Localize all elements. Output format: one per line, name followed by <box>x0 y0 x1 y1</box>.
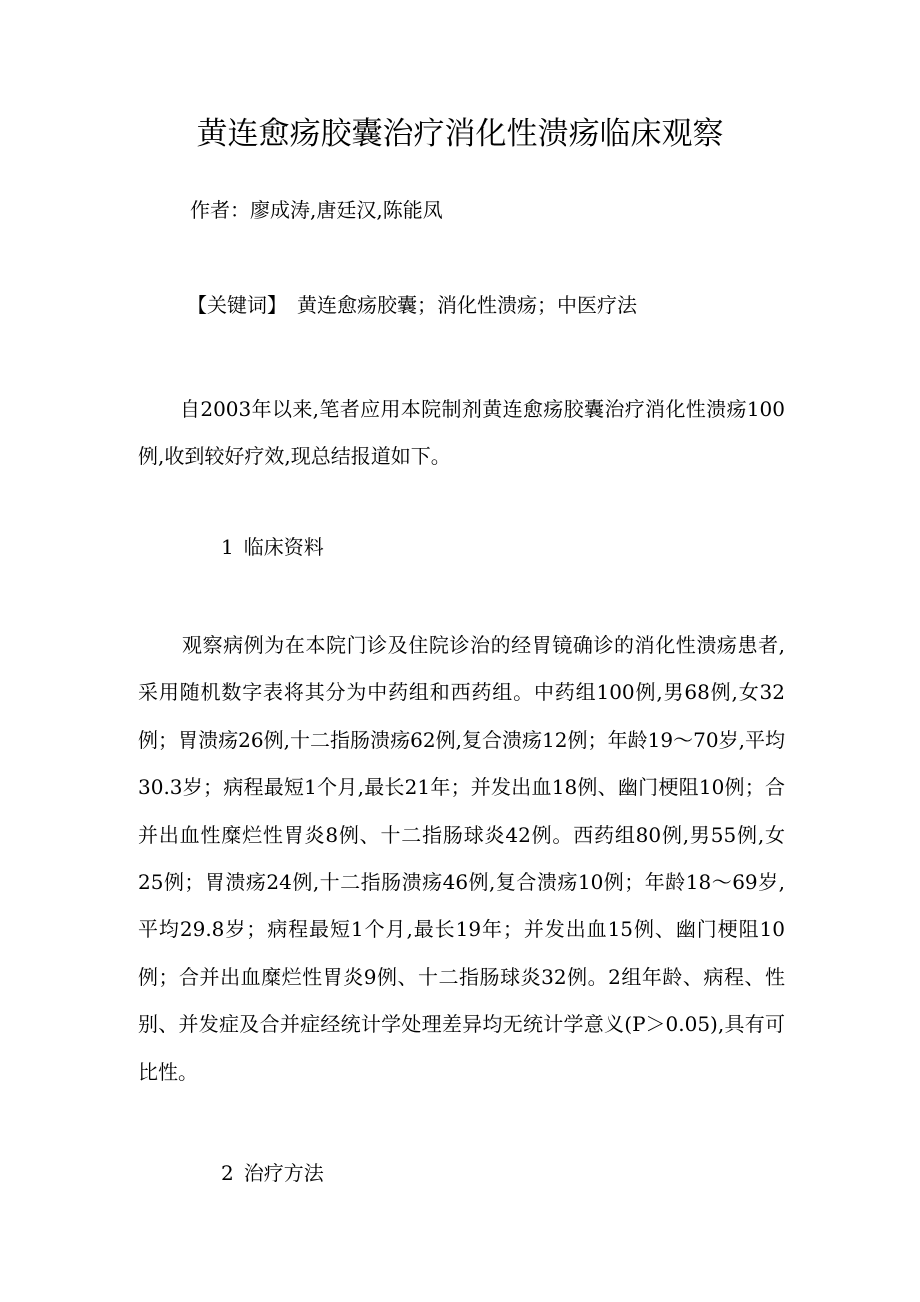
author-line <box>190 195 443 225</box>
intro-paragraph: 自2003年以来,笔者应用本院制剂黄连愈疡胶囊治疗消化性溃疡100例,收到较好疗效,现总结报道如下。 <box>138 397 785 468</box>
section-2-number: 2 <box>221 1161 234 1185</box>
section-1-number: 1 <box>221 535 234 559</box>
keywords-line <box>187 290 637 320</box>
keywords-text: 黄连愈疡胶囊；消化性溃疡；中医疗法 <box>297 293 637 317</box>
section-1-paragraph: 观察病例为在本院门诊及住院诊治的经胃镜确诊的消化性溃疡患者,采用随机数字表将其分为中药组和西药组。中药组100例,男68例,女32例；胃溃疡26例,十二指肠溃疡62例,复合溃疡12例；年龄19～70岁,平均30.3岁；病程最短1个月,最长21年；并发出血18例、幽门梗阻10例；合并出血性糜烂性胃炎8例、十二指肠球炎42例。西药组80例,男55例,女25例；胃溃疡24例,十二指肠溃疡46例,复合溃疡10例；年龄18～69岁,平均29.8岁；病程最短1个月,最长19年；并发出血15例、幽门梗阻10例；合并出血糜烂性胃炎9例、十二指肠球炎32例。2组年龄、病程、性别、并发症及合并症经统计学处理差异均无统计学意义(P＞0.05),具有可比性。 <box>138 633 785 1084</box>
authors-names: 廖成涛,唐廷汉,陈能凤 <box>250 198 443 222</box>
authors-label: 作者： <box>190 198 250 222</box>
section-2-title: 治疗方法 <box>243 1161 324 1185</box>
article-title: 黄连愈疡胶囊治疗消化性溃疡临床观察 <box>196 116 724 152</box>
keywords-label: 【关键词】 <box>187 293 287 317</box>
section-heading-1 <box>221 532 324 562</box>
section-heading-2 <box>221 1158 324 1188</box>
section-1-title: 临床资料 <box>243 535 324 559</box>
